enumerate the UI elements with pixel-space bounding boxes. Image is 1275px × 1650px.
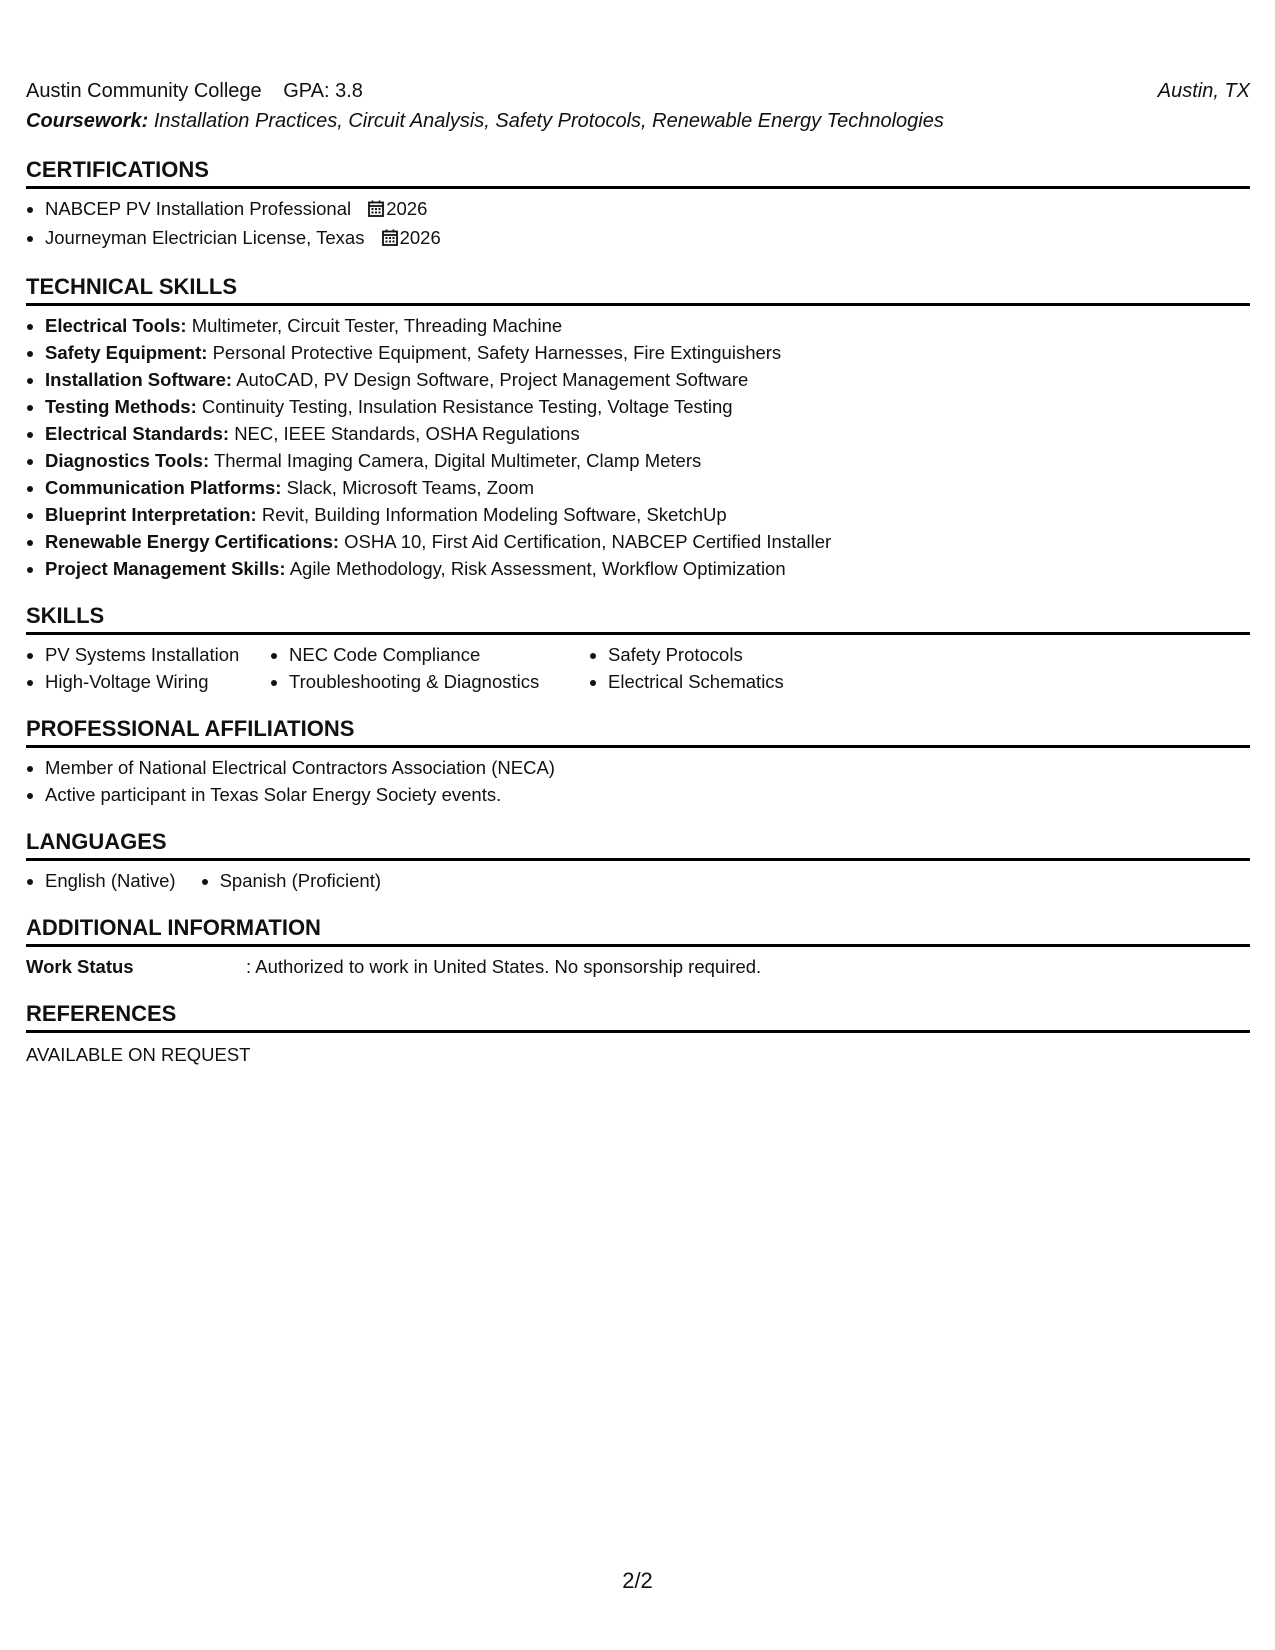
resume-page [26, 76, 1250, 1068]
technical-skill-item [45, 339, 1250, 366]
certifications-heading: CERTIFICATIONS [26, 156, 1250, 189]
languages-list [26, 867, 405, 894]
technical-skill-item [45, 447, 1250, 474]
skills-column [589, 641, 784, 695]
technical-skill-value: Agile Methodology, Risk Assessment, Workflow Optimization [289, 558, 786, 579]
technical-skill-label: Testing Methods: [45, 396, 197, 417]
work-status-row [26, 953, 1250, 980]
affiliations-heading: PROFESSIONAL AFFILIATIONS [26, 715, 1250, 748]
technical-skill-label: Safety Equipment: [45, 342, 208, 363]
skill-item: • Troubleshooting & Diagnostics [289, 668, 589, 695]
work-status-value: : Authorized to work in United States. No sponsorship required. [246, 956, 762, 977]
technical-skill-value: Thermal Imaging Camera, Digital Multimeter, Clamp Meters [213, 450, 702, 471]
skill-item: • Safety Protocols [608, 641, 784, 668]
coursework [26, 106, 1250, 136]
calendar-icon [382, 226, 398, 253]
technical-skill-item [45, 555, 1250, 582]
technical-skill-label: Electrical Standards: [45, 423, 230, 444]
technical-skill-value: OSHA 10, First Aid Certification, NABCEP Certified Installer [344, 531, 832, 552]
technical-skill-value: Continuity Testing, Insulation Resistance Testing, Voltage Testing [201, 396, 733, 417]
technical-skill-label: Blueprint Interpretation: [45, 504, 257, 525]
additional-info-heading: ADDITIONAL INFORMATION [26, 914, 1250, 947]
technical-skill-item [45, 393, 1250, 420]
education-row [26, 76, 1250, 106]
languages-heading: LANGUAGES [26, 828, 1250, 861]
skill-item: • PV Systems Installation [45, 641, 270, 668]
technical-skill-label: Renewable Energy Certifications: [45, 531, 340, 552]
technical-skill-value: Personal Protective Equipment, Safety Harnesses, Fire Extinguishers [212, 342, 782, 363]
work-status-label: Work Status [26, 956, 134, 977]
technical-skill-label: Project Management Skills: [45, 558, 286, 579]
technical-skill-item [45, 528, 1250, 555]
certification-name: Journeyman Electrician License, Texas [45, 227, 365, 248]
skills-columns [26, 641, 1250, 695]
technical-skill-item [45, 312, 1250, 339]
coursework-label: Coursework: [26, 110, 149, 132]
skills-column [270, 641, 589, 695]
technical-skill-label: Installation Software: [45, 369, 233, 390]
certification-item [45, 224, 1250, 253]
language-item: • Spanish (Proficient) [220, 867, 381, 894]
skills-heading: SKILLS [26, 602, 1250, 635]
certification-name: NABCEP PV Installation Professional [45, 198, 352, 219]
technical-skill-value: Multimeter, Circuit Tester, Threading Machine [191, 315, 563, 336]
affiliations-list [26, 754, 1250, 808]
technical-skills-list [26, 312, 1250, 582]
technical-skill-label: Communication Platforms: [45, 477, 282, 498]
certification-year: 2026 [386, 198, 428, 219]
certification-item [45, 195, 1250, 224]
page-number: 2/2 [622, 1568, 653, 1593]
coursework-list: Installation Practices, Circuit Analysis, Safety Protocols, Renewable Energy Technologies [153, 110, 944, 132]
certification-year: 2026 [399, 227, 441, 248]
technical-skill-item [45, 366, 1250, 393]
education-left [26, 76, 363, 106]
technical-skill-item [45, 474, 1250, 501]
technical-skill-value: NEC, IEEE Standards, OSHA Regulations [234, 423, 580, 444]
education-location: Austin, TX [1157, 80, 1250, 102]
calendar-icon [368, 197, 384, 224]
languages-row [26, 867, 1250, 894]
skills-column [26, 641, 270, 695]
references-text: AVAILABLE ON REQUEST [26, 1044, 251, 1065]
technical-skills-heading: TECHNICAL SKILLS [26, 273, 1250, 306]
gpa: GPA: 3.8 [283, 80, 363, 102]
technical-skill-label: Electrical Tools: [45, 315, 187, 336]
language-item: • English (Native) [45, 867, 176, 894]
skill-item: • Electrical Schematics [608, 668, 784, 695]
affiliation-item: • Active participant in Texas Solar Energy Society events. [45, 781, 1250, 808]
skill-item: • High-Voltage Wiring [45, 668, 270, 695]
technical-skill-value: Slack, Microsoft Teams, Zoom [286, 477, 534, 498]
technical-skill-value: AutoCAD, PV Design Software, Project Management Software [236, 369, 749, 390]
technical-skill-item [45, 501, 1250, 528]
technical-skill-value: Revit, Building Information Modeling Software, SketchUp [261, 504, 727, 525]
references-heading: REFERENCES [26, 1000, 1250, 1033]
technical-skill-item [45, 420, 1250, 447]
certifications-list [26, 195, 1250, 253]
skill-item: • NEC Code Compliance [289, 641, 589, 668]
school-name: Austin Community College [26, 80, 262, 102]
affiliation-item: • Member of National Electrical Contractors Association (NECA) [45, 754, 1250, 781]
technical-skill-label: Diagnostics Tools: [45, 450, 210, 471]
